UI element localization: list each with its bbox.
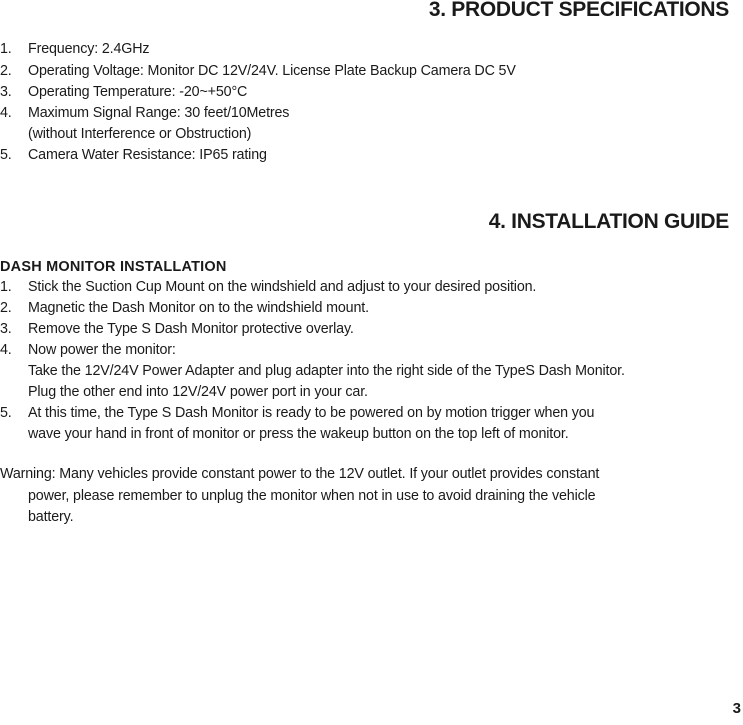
install-subheading: DASH MONITOR INSTALLATION — [0, 259, 227, 275]
list-text: Remove the Type S Dash Monitor protective overlay. — [28, 321, 354, 337]
specs-heading: 3. PRODUCT SPECIFICATIONS — [428, 0, 729, 21]
list-text: Frequency: 2.4GHz — [28, 41, 150, 57]
list-number: 4. — [0, 105, 12, 121]
list-text: Magnetic the Dash Monitor on to the windshield mount. — [28, 300, 369, 316]
warning-line-1: Warning: Many vehicles provide constant power to the 12V outlet. If your outlet provides constant — [0, 466, 600, 482]
list-text: Stick the Suction Cup Mount on the windshield and adjust to your desired position. — [28, 279, 537, 295]
list-text: Operating Temperature: -20~+50°C — [28, 84, 248, 100]
install-item-4-continuation-2: Plug the other end into 12V/24V power port in your car. — [28, 384, 368, 400]
list-number: 5. — [0, 147, 12, 163]
list-number: 3. — [0, 84, 12, 100]
list-number: 5. — [0, 405, 12, 421]
page-number: 3 — [732, 700, 741, 717]
list-number: 3. — [0, 321, 12, 337]
install-heading: 4. INSTALLATION GUIDE — [488, 210, 729, 233]
warning-line-2: power, please remember to unplug the monitor when not in use to avoid draining the vehicle — [28, 488, 596, 504]
list-number: 2. — [0, 300, 12, 316]
list-number: 1. — [0, 279, 12, 295]
list-number: 4. — [0, 342, 12, 358]
install-item-4-continuation-1: Take the 12V/24V Power Adapter and plug adapter into the right side of the TypeS Dash Monitor. — [28, 363, 625, 379]
warning-line-3: battery. — [28, 509, 74, 525]
list-text: Maximum Signal Range: 30 feet/10Metres — [28, 105, 290, 121]
list-text: Camera Water Resistance: IP65 rating — [28, 147, 267, 163]
spec-item-4-continuation: (without Interference or Obstruction) — [28, 126, 252, 142]
list-number: 1. — [0, 41, 12, 57]
list-number: 2. — [0, 63, 12, 79]
list-text: Now power the monitor: — [28, 342, 176, 358]
install-item-5-continuation: wave your hand in front of monitor or press the wakeup button on the top left of monitor. — [28, 426, 569, 442]
list-text: Operating Voltage: Monitor DC 12V/24V. License Plate Backup Camera DC 5V — [28, 63, 516, 79]
list-text: At this time, the Type S Dash Monitor is ready to be powered on by motion trigger when you — [28, 405, 595, 421]
